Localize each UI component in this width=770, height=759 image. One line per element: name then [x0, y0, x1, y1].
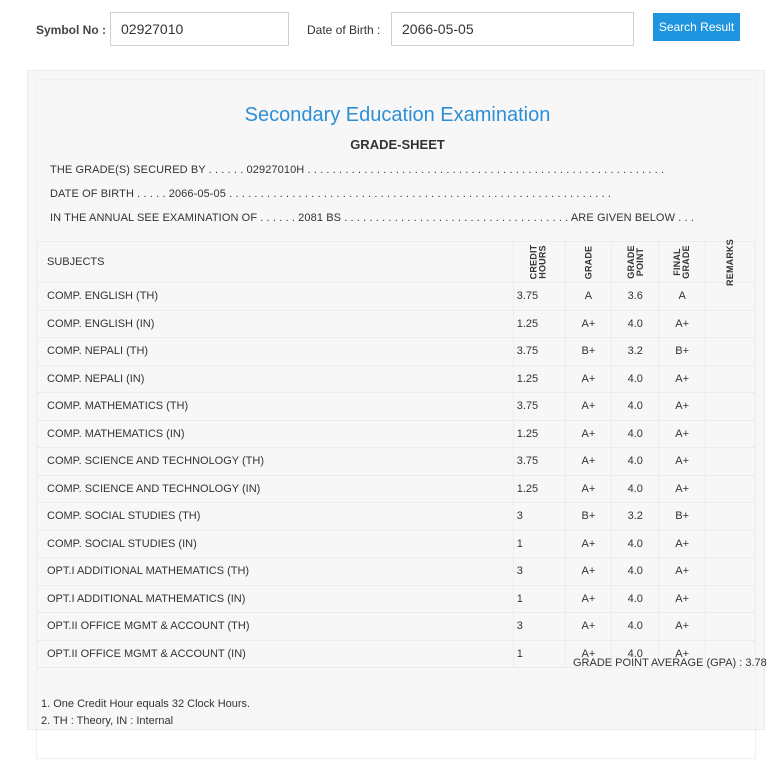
- secured-by-line: THE GRADE(S) SECURED BY . . . . . . 02927010H . . . . . . . . . . . . . . . . . . . . . . . . . . . . . . . . . . . . . . . . . . . . . . . . . . . . . . . . .: [50, 164, 665, 176]
- final-grade-cell: B+: [659, 338, 706, 366]
- credit-hours-cell: 3.75: [513, 338, 565, 366]
- grade-cell: A+: [565, 310, 612, 338]
- remarks-cell: [706, 420, 756, 448]
- credit-hours-cell: 1: [513, 530, 565, 558]
- final-grade-cell: B+: [659, 503, 706, 531]
- table-row: [37, 475, 756, 503]
- table-row: [37, 558, 756, 586]
- table-row: [37, 585, 756, 613]
- grade-cell: A+: [565, 585, 612, 613]
- final-grade-cell: A+: [659, 613, 706, 641]
- table-row: [37, 393, 756, 421]
- dob-label: Date of Birth :: [307, 23, 381, 37]
- table-row: [37, 448, 756, 476]
- grade-point-cell: 4.0: [612, 558, 659, 586]
- credit-hours-cell: 1.25: [513, 365, 565, 393]
- remarks-cell: [706, 530, 756, 558]
- credit-hours-cell: 3: [513, 503, 565, 531]
- grade-point-cell: 4.0: [612, 613, 659, 641]
- credit-hours-cell: 1.25: [513, 475, 565, 503]
- table-header-row: [37, 242, 756, 283]
- remarks-cell: [706, 338, 756, 366]
- remarks-header: REMARKS: [706, 242, 756, 283]
- dob-line: DATE OF BIRTH . . . . . 2066-05-05 . . . . . . . . . . . . . . . . . . . . . . . . . . . . . . . . . . . . . . . . . . . . . . . . . . . . . . . . . . . . .: [50, 188, 612, 200]
- grade-cell: B+: [565, 338, 612, 366]
- remarks-cell: [706, 393, 756, 421]
- final-grade-header: FINAL GRADE: [659, 242, 706, 283]
- grade-cell: A+: [565, 448, 612, 476]
- final-grade-cell: A+: [659, 475, 706, 503]
- table-row: [37, 365, 756, 393]
- credit-hours-cell: 1.25: [513, 420, 565, 448]
- table-row: [37, 530, 756, 558]
- grade-point-cell: 3.6: [612, 283, 659, 311]
- credit-hours-cell: 1.25: [513, 310, 565, 338]
- subject-cell: COMP. NEPALI (IN): [37, 365, 514, 393]
- note-th-in: 2. TH : Theory, IN : Internal: [41, 715, 174, 727]
- grade-point-cell: 4.0: [612, 393, 659, 421]
- subject-cell: COMP. MATHEMATICS (IN): [37, 420, 514, 448]
- subject-cell: COMP. ENGLISH (IN): [37, 310, 514, 338]
- grade-cell: A+: [565, 365, 612, 393]
- subject-cell: OPT.I ADDITIONAL MATHEMATICS (TH): [37, 558, 514, 586]
- grade-point-header: GRADE POINT: [612, 242, 659, 283]
- final-grade-cell: A+: [659, 558, 706, 586]
- grade-point-cell: 3.2: [612, 503, 659, 531]
- grade-point-cell: 4.0: [612, 585, 659, 613]
- subject-cell: COMP. SOCIAL STUDIES (TH): [37, 503, 514, 531]
- grade-cell: A+: [565, 613, 612, 641]
- grade-sheet-subtitle: GRADE-SHEET: [350, 137, 445, 152]
- subject-cell: OPT.II OFFICE MGMT & ACCOUNT (IN): [37, 640, 514, 668]
- table-row: [37, 503, 756, 531]
- table-row: [37, 420, 756, 448]
- grade-cell: A+: [565, 558, 612, 586]
- grade-point-cell: 4.0: [612, 530, 659, 558]
- final-grade-cell: A+: [659, 585, 706, 613]
- subject-cell: COMP. NEPALI (TH): [37, 338, 514, 366]
- symbol-input[interactable]: [110, 12, 289, 46]
- symbol-label: Symbol No :: [36, 23, 107, 37]
- grade-point-cell: 4.0: [612, 475, 659, 503]
- table-row: [37, 283, 756, 311]
- grade-cell: A+: [565, 420, 612, 448]
- note-credit-hours: 1. One Credit Hour equals 32 Clock Hours.: [41, 698, 251, 710]
- table-row: [37, 613, 756, 641]
- subject-cell: OPT.II OFFICE MGMT & ACCOUNT (TH): [37, 613, 514, 641]
- credit-hours-cell: 3.75: [513, 393, 565, 421]
- table-row: [37, 338, 756, 366]
- final-grade-cell: A+: [659, 640, 706, 668]
- final-grade-cell: A+: [659, 393, 706, 421]
- table-row: [37, 310, 756, 338]
- exam-title: Secondary Education Examination: [244, 104, 551, 126]
- remarks-cell: [706, 283, 756, 311]
- credit-hours-header: CREDIT HOURS: [513, 242, 565, 283]
- credit-hours-cell: 3.75: [513, 283, 565, 311]
- grade-header: GRADE: [565, 242, 612, 283]
- subject-cell: COMP. MATHEMATICS (TH): [37, 393, 514, 421]
- grade-cell: A: [565, 283, 612, 311]
- grade-cell: B+: [565, 503, 612, 531]
- search-bar: [0, 0, 770, 60]
- grade-point-cell: 4.0: [612, 310, 659, 338]
- subject-cell: COMP. SCIENCE AND TECHNOLOGY (TH): [37, 448, 514, 476]
- grade-point-cell: 4.0: [612, 448, 659, 476]
- remarks-cell: [706, 585, 756, 613]
- remarks-cell: [706, 475, 756, 503]
- grade-point-cell: 4.0: [612, 640, 659, 668]
- grade-point-cell: 3.2: [612, 338, 659, 366]
- grade-point-cell: 4.0: [612, 365, 659, 393]
- credit-hours-cell: 1: [513, 585, 565, 613]
- grade-cell: A+: [565, 530, 612, 558]
- remarks-cell: [706, 365, 756, 393]
- grade-cell: A+: [565, 640, 612, 668]
- final-grade-cell: A+: [659, 530, 706, 558]
- final-grade-cell: A+: [659, 310, 706, 338]
- search-result-button[interactable]: Search Result: [653, 13, 740, 41]
- dob-input[interactable]: [391, 12, 634, 46]
- credit-hours-cell: 3: [513, 558, 565, 586]
- final-grade-cell: A+: [659, 448, 706, 476]
- remarks-cell: [706, 558, 756, 586]
- grade-cell: A+: [565, 475, 612, 503]
- remarks-cell: [706, 310, 756, 338]
- credit-hours-cell: 3.75: [513, 448, 565, 476]
- credit-hours-cell: 1: [513, 640, 565, 668]
- subjects-header: SUBJECTS: [37, 242, 514, 283]
- final-grade-cell: A: [659, 283, 706, 311]
- remarks-cell: [706, 503, 756, 531]
- exam-line: IN THE ANNUAL SEE EXAMINATION OF . . . . . . 2081 BS . . . . . . . . . . . . . . . . . . . . . . . . . . . . . . . . . . . . ARE GIVEN BELOW . . .: [50, 212, 694, 224]
- final-grade-cell: A+: [659, 365, 706, 393]
- final-grade-cell: A+: [659, 420, 706, 448]
- subject-cell: COMP. SOCIAL STUDIES (IN): [37, 530, 514, 558]
- grades-table: [36, 241, 756, 668]
- grade-cell: A+: [565, 393, 612, 421]
- grade-point-cell: 4.0: [612, 420, 659, 448]
- gpa-summary: GRADE POINT AVERAGE (GPA) : 3.78: [573, 657, 767, 669]
- credit-hours-cell: 3: [513, 613, 565, 641]
- remarks-cell: [706, 613, 756, 641]
- remarks-cell: [706, 448, 756, 476]
- subject-cell: COMP. ENGLISH (TH): [37, 283, 514, 311]
- subject-cell: OPT.I ADDITIONAL MATHEMATICS (IN): [37, 585, 514, 613]
- subject-cell: COMP. SCIENCE AND TECHNOLOGY (IN): [37, 475, 514, 503]
